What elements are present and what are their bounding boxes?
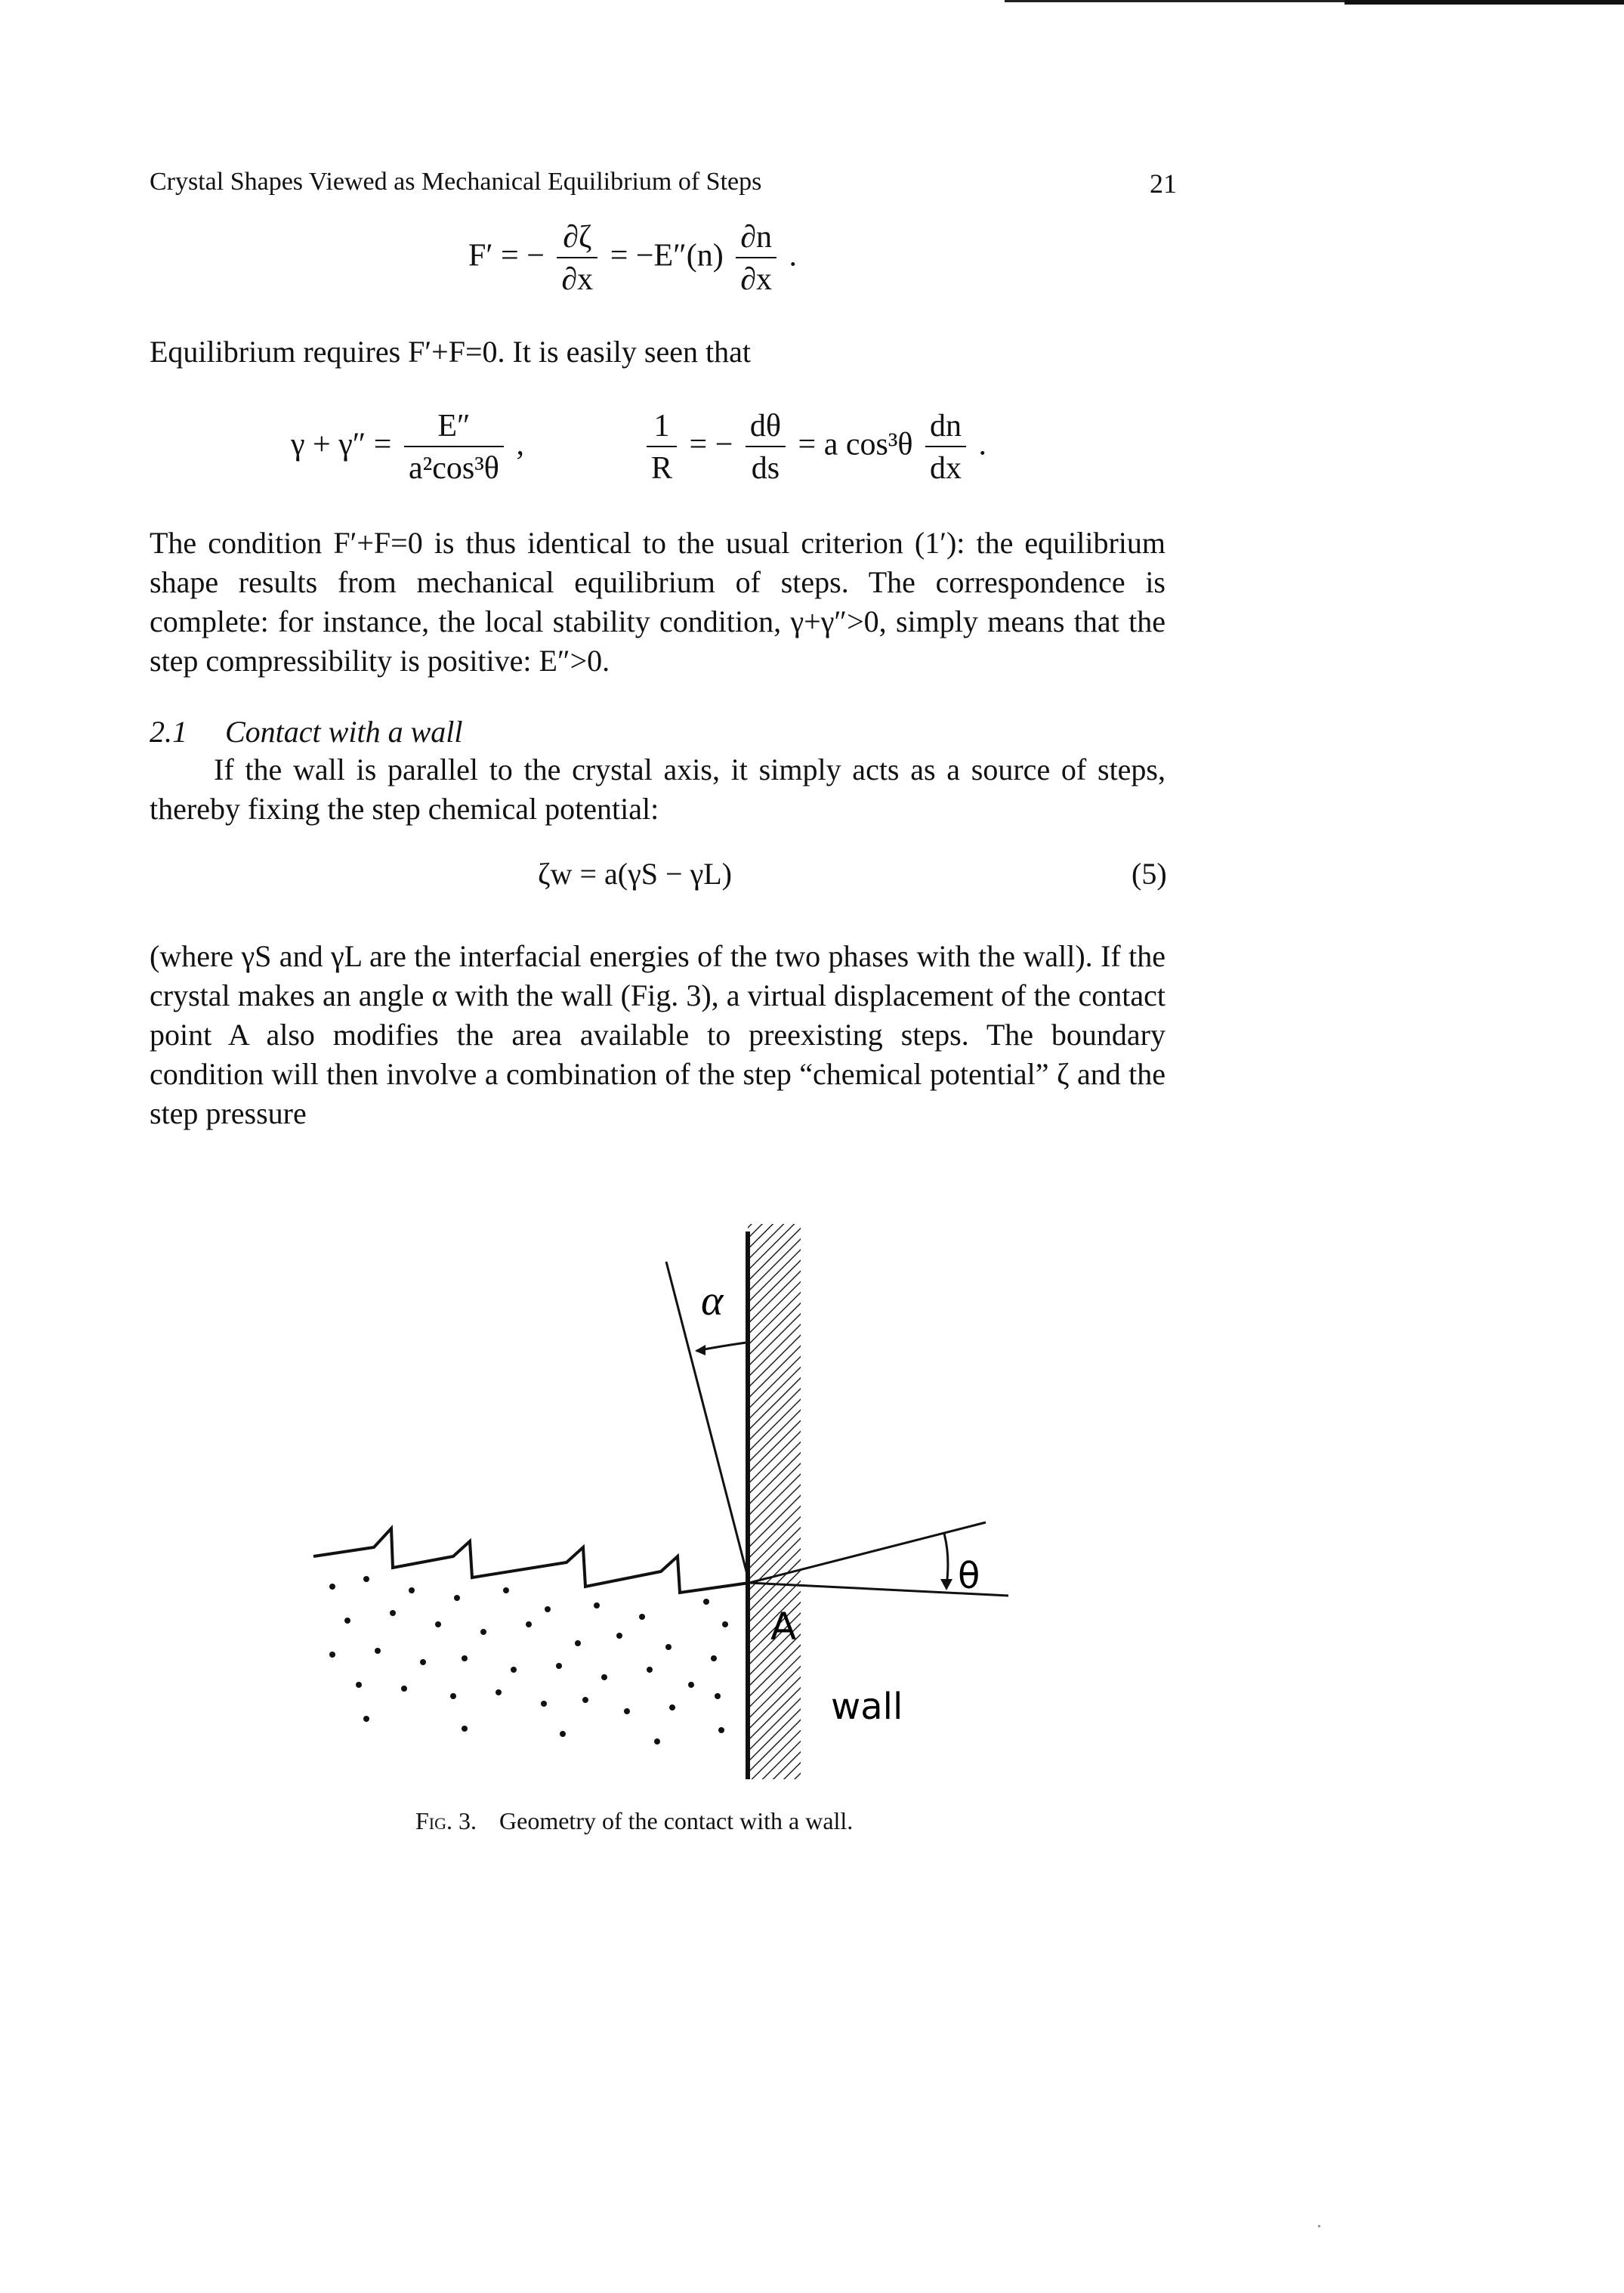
- equation-stiffness: [291, 408, 524, 487]
- theta-arrowhead: [940, 1579, 952, 1590]
- wall-hatch: [748, 1224, 801, 1779]
- section-heading: [150, 714, 462, 749]
- wall-label: wall: [831, 1686, 903, 1728]
- caption-text: Geometry of the contact with a wall.: [499, 1807, 854, 1834]
- eq-curv-frac2: [746, 408, 786, 487]
- paragraph-3: If the wall is parallel to the crystal axis, it simply acts as a source of steps, thereby fixing the step chemical potential:: [150, 752, 1166, 826]
- paragraph-4: (where γS and γL are the interfacial energies of the two phases with the wall). If the crystal makes an angle α with the wall (Fig. 3), a virtual displacement of the contact point A also modifies the area available to preexisting steps. The boundary condition will then involve a combination of the step “chemical potential” ζ and the step pressure: [150, 939, 1166, 1130]
- theta-arc: [944, 1534, 948, 1587]
- paragraph-1: Equilibrium requires F′+F=0. It is easily seen that: [150, 335, 751, 369]
- equation-curvature: [642, 408, 986, 487]
- eq-curv-frac3: [925, 408, 966, 487]
- eq-force-mid: = −E″(n): [610, 238, 724, 273]
- eq-curv-frac1: [647, 408, 677, 487]
- running-header: [150, 168, 1177, 199]
- scan-speck: [1318, 2225, 1320, 2227]
- eq-curv-end: .: [978, 427, 987, 462]
- top-rule-thick: [1345, 0, 1624, 5]
- eq-force-end: .: [789, 238, 797, 273]
- equation-force: [468, 219, 797, 298]
- theta-label: θ: [958, 1555, 980, 1597]
- equation-5: ζw = a(γS − γL): [538, 857, 732, 891]
- eq-curv-frac1-den: R: [651, 451, 673, 486]
- eq-stiffness-den: a²cos³θ: [409, 451, 499, 486]
- page-number: 21: [1150, 168, 1177, 199]
- section-number: 2.1: [150, 715, 187, 749]
- eq-curv-eqminus: = −: [689, 427, 733, 462]
- equation-5-number: (5): [1132, 857, 1167, 891]
- eq-force-frac2-num: ∂n: [736, 219, 776, 258]
- eq-stiffness-lhs: γ + γ″ =: [291, 427, 392, 462]
- eq-force-frac1-num: ∂ζ: [557, 219, 597, 258]
- eq-force-frac1-den: ∂x: [561, 262, 594, 297]
- figure-3-svg: [302, 1224, 1020, 1783]
- alpha-arrowhead: [695, 1345, 705, 1355]
- eq-curv-frac1-num: 1: [647, 408, 677, 447]
- caption-label: Fig. 3.: [415, 1807, 477, 1834]
- paragraph-2: The condition F′+F=0 is thus identical to the usual criterion (1′): the equilibrium shape results from mechanical equilibrium of steps. The correspondence is complete: for instance, the local stability condition, γ+γ″>0, simply means that the step compressibility is positive: E″>0.: [150, 526, 1166, 678]
- figure-3: [302, 1224, 1020, 1783]
- stepped-crystal-surface: [313, 1528, 749, 1593]
- eq-curv-frac2-den: ds: [751, 451, 780, 486]
- eq-force-frac1: [557, 219, 597, 298]
- eq-force-frac2: [736, 219, 776, 298]
- eq-stiffness-num: E″: [404, 408, 504, 447]
- eq-curv-frac2-num: dθ: [746, 408, 786, 447]
- eq-stiffness-comma: ,: [516, 427, 524, 462]
- crystal-dots: [329, 1576, 728, 1744]
- eq-curv-frac3-den: dx: [930, 451, 962, 486]
- alpha-label: α: [701, 1278, 724, 1324]
- eq-force-frac2-den: ∂x: [740, 262, 772, 297]
- running-title: Crystal Shapes Viewed as Mechanical Equilibrium of Steps: [150, 168, 762, 196]
- figure-caption: [415, 1807, 853, 1835]
- section-title: Contact with a wall: [225, 715, 463, 749]
- point-A-label: A: [770, 1605, 797, 1649]
- eq-curv-frac3-num: dn: [925, 408, 966, 447]
- eq-curv-mid: = a cos³θ: [798, 427, 913, 462]
- eq-force-lhs: F′ = −: [468, 238, 545, 273]
- eq-stiffness-frac: [404, 408, 504, 487]
